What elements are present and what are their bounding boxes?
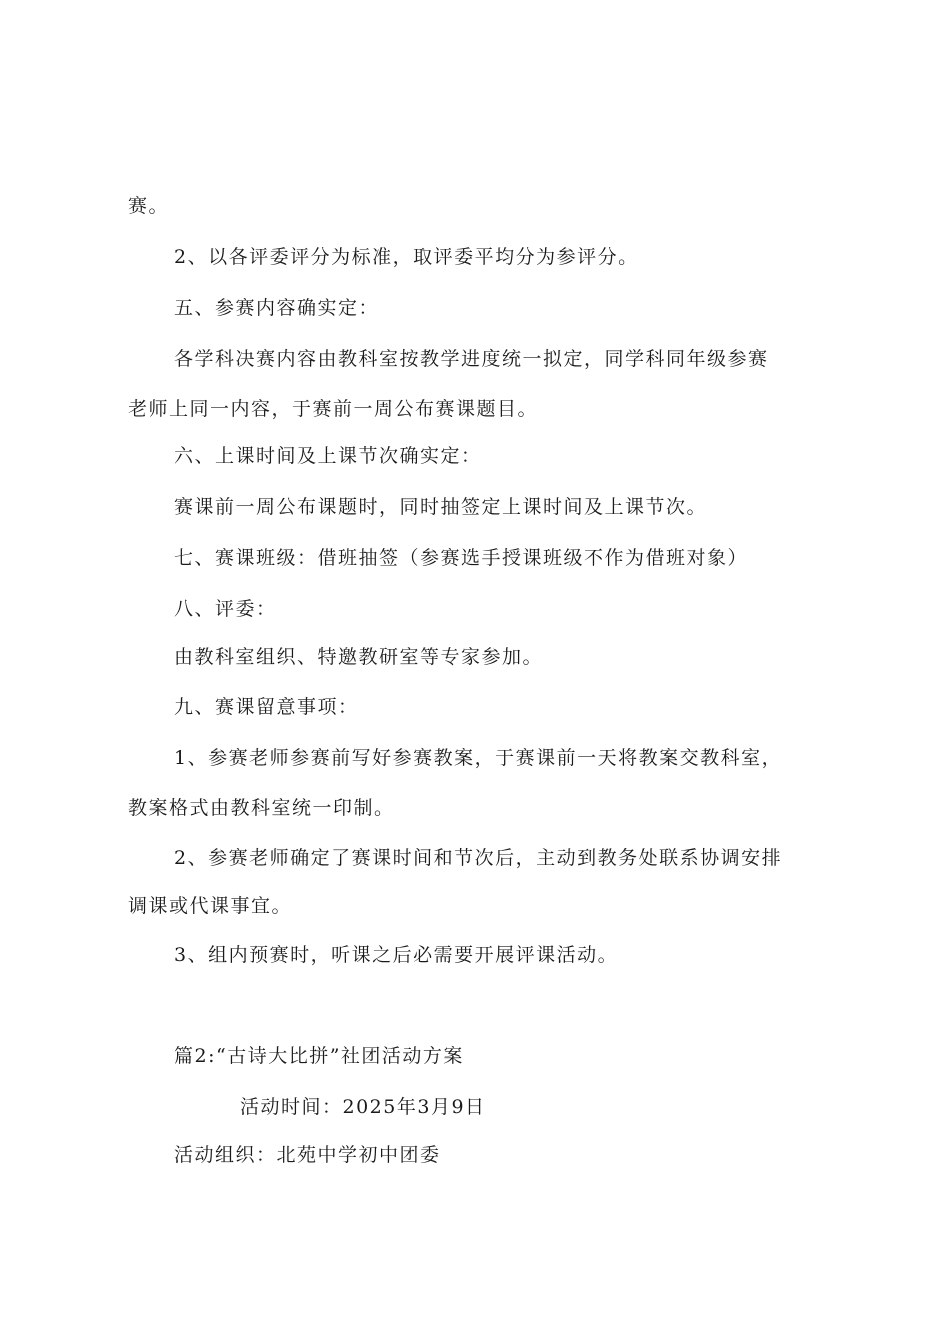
section-heading-7: 七、赛课班级：借班抽签（参赛选手授课班级不作为借班对象） [174, 547, 749, 569]
text-line-note-2a: 2、参赛老师确定了赛课时间和节次后，主动到教务处联系协调安排 [174, 847, 783, 869]
text-line-continuation: 赛。 [128, 195, 170, 217]
activity-organizer: 活动组织：北苑中学初中团委 [174, 1144, 441, 1166]
text-line-content-1: 各学科决赛内容由教科室按教学进度统一拟定，同学科同年级参赛 [174, 348, 769, 370]
section-heading-9: 九、赛课留意事项： [174, 696, 359, 718]
text-line-note-2b: 调课或代课事宜。 [128, 895, 293, 917]
section-heading-6: 六、上课时间及上课节次确实定： [174, 445, 482, 467]
text-line-judging-rule-2: 2、以各评委评分为标准，取评委平均分为参评分。 [174, 246, 639, 268]
text-line-note-1b: 教案格式由教科室统一印制。 [128, 797, 395, 819]
text-line-judges: 由教科室组织、特邀教研室等专家参加。 [174, 646, 544, 668]
article-title: 篇2:“古诗大比拼”社团活动方案 [174, 1045, 464, 1067]
text-line-note-3: 3、组内预赛时，听课之后必需要开展评课活动。 [174, 944, 619, 966]
section-heading-8: 八、评委： [174, 598, 277, 620]
text-line-schedule: 赛课前一周公布课题时，同时抽签定上课时间及上课节次。 [174, 496, 708, 518]
activity-time: 活动时间：2025年3月9日 [240, 1096, 486, 1118]
text-line-content-2: 老师上同一内容，于赛前一周公布赛课题目。 [128, 398, 539, 420]
section-heading-5: 五、参赛内容确实定： [174, 297, 380, 319]
text-line-note-1a: 1、参赛老师参赛前写好参赛教案，于赛课前一天将教案交教科室， [174, 747, 783, 769]
